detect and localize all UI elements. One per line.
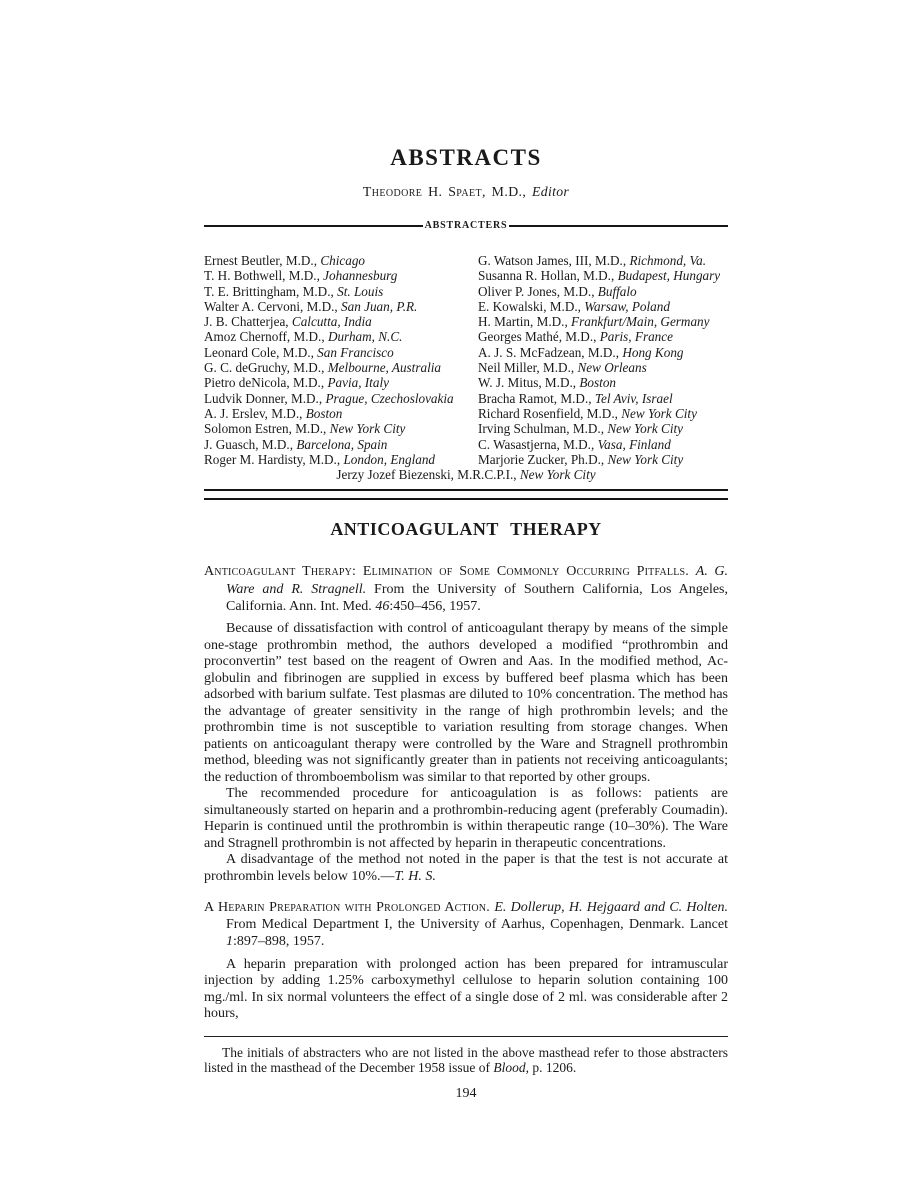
abstracts-container (204, 563, 728, 1022)
abstracter-location: San Juan, P.R. (341, 298, 418, 314)
text-run: Because of dissatisfaction with control of anticoagulant therapy by means of the simple one-stage prothrombin method, the authors developed a modified “prothrombin and proconvertin” test based on the reagent of Owren and Aas. In the modified method, Ac-globulin and fibrinogen are supplied in excess by buffered beef plasma which has been adsorbed with barium sulfate. Test plasmas are diluted to 10% concentration. The method has the advantage of greater sensitivity in the range of high prothrombin levels; and the prothrombin time is not susceptible to variation resulting from storage changes. When patients on anticoagulant therapy were controlled by the Ware and Stragnell prothrombin method, bleeding was not significantly greater than in patients not receiving anticoagulants; the reduction of thromboembolism was similar to that reported by other groups. (204, 621, 728, 785)
abstract-block (204, 563, 728, 885)
text-run: From Medical Department I, the University of Aarhus, Copenhagen, Denmark. Lancet (226, 917, 728, 933)
abstracter-location: San Francisco (317, 344, 394, 360)
abstract-paragraph (204, 786, 728, 852)
abstract-paragraph (204, 852, 728, 885)
abstracter-name: Pietro deNicola, M.D., (204, 375, 328, 391)
abstracter-location: Hong Kong (622, 344, 684, 360)
abstracter-entry (204, 406, 478, 421)
abstracter-location: New York City (607, 451, 684, 467)
abstracter-name: T. E. Brittingham, M.D., (204, 283, 338, 299)
abstracter-entry (204, 421, 478, 436)
abstracter-location: Johannesburg (323, 268, 398, 284)
abstracter-centered (204, 467, 728, 482)
abstracter-entry (204, 452, 478, 467)
abstracter-name: C. Wasastjerna, M.D., (478, 436, 598, 452)
citation-title: Anticoagulant Therapy: Elimination of Some Commonly Occurring Pitfalls. (204, 564, 696, 580)
italic-run: Blood (493, 1060, 526, 1076)
abstracter-name: W. J. Mitus, M.D., (478, 375, 580, 391)
abstracter-entry (478, 253, 728, 268)
text-run: , p. 1206. (525, 1060, 577, 1076)
abstracter-entry (204, 299, 478, 314)
abstracter-location: Warsaw, Poland (584, 298, 670, 314)
abstracter-name: Solomon Estren, M.D., (204, 421, 330, 437)
italic-run: 46 (375, 598, 390, 614)
abstracter-location: London, England (343, 451, 436, 467)
abstracter-entry (204, 253, 478, 268)
abstract-citation (204, 899, 728, 951)
abstracter-location: Paris, France (599, 329, 673, 345)
abstracter-entry (204, 467, 728, 482)
abstracters-rule-label: ABSTRACTERS (424, 220, 508, 231)
page-content (204, 0, 728, 1102)
abstracter-entry (204, 314, 478, 329)
rule-line-right (509, 225, 728, 227)
abstracter-location: Vasa, Finland (597, 436, 671, 452)
abstracter-entry (204, 391, 478, 406)
editor-name: Theodore H. Spaet, M.D., (362, 184, 527, 199)
abstracter-name: G. Watson James, III, M.D., (478, 253, 630, 268)
abstracter-location: New York City (519, 467, 596, 483)
abstracter-name: G. C. deGruchy, M.D., (204, 360, 328, 376)
abstracter-entry (478, 437, 728, 452)
footnote-rule (204, 1036, 728, 1037)
editor-role: Editor (532, 184, 570, 199)
abstracter-name: T. H. Bothwell, M.D., (204, 268, 324, 284)
abstracter-entry (478, 268, 728, 283)
abstracter-entry (204, 329, 478, 344)
abstracter-entry (204, 345, 478, 360)
abstracter-name: Richard Rosenfield, M.D., (478, 405, 622, 421)
footnote-text (204, 1045, 728, 1077)
editor-line (204, 185, 728, 199)
abstracter-entry (478, 345, 728, 360)
text-run: A heparin preparation with prolonged action has been prepared for intramuscular injection by adding 1.25% carboxymethyl cellulose to heparin solution containing 100 mg./ml. In six normal volunteers the effect of a single dose of 2 ml. was considerable after 2 hours, (204, 956, 728, 1022)
abstracters-column-left (204, 253, 478, 467)
abstracter-name: Jerzy Jozef Biezenski, M.R.C.P.I., (336, 467, 520, 483)
abstracter-location: Buffalo (597, 283, 637, 299)
abstracter-location: Prague, Czechoslovakia (325, 390, 454, 406)
abstracter-location: Durham, N.C. (327, 329, 403, 345)
abstracter-name: Marjorie Zucker, Ph.D., (478, 451, 608, 467)
abstracter-name: A. J. Erslev, M.D., (204, 405, 306, 421)
abstracter-location: Frankfurt/Main, Germany (571, 314, 710, 330)
text-run: :450–456, 1957. (389, 598, 481, 614)
abstracter-entry (478, 406, 728, 421)
double-rule (204, 489, 728, 500)
abstracter-entry (478, 360, 728, 375)
abstracter-name: Amoz Chernoff, M.D., (204, 329, 328, 345)
abstracter-entry (478, 452, 728, 467)
abstracter-location: New York City (621, 405, 697, 421)
abstracter-location: Boston (305, 405, 343, 421)
abstracter-name: Leonard Cole, M.D., (204, 344, 318, 360)
abstracter-entry (204, 268, 478, 283)
abstracter-entry (478, 375, 728, 390)
abstracter-entry (478, 314, 728, 329)
abstracters-list (204, 253, 728, 467)
abstracter-entry (204, 437, 478, 452)
italic-run: A. G. Ware and R. Stragnell. (226, 564, 728, 597)
abstracter-entry (478, 391, 728, 406)
abstracter-location: New York City (329, 421, 406, 437)
abstracter-name: Irving Schulman, M.D., (478, 421, 608, 437)
abstracter-location: Richmond, Va. (629, 253, 706, 268)
abstracter-entry (478, 329, 728, 344)
abstracter-name: Roger M. Hardisty, M.D., (204, 451, 344, 467)
abstracter-name: Ernest Beutler, M.D., (204, 253, 321, 268)
text-run: :897–898, 1957. (233, 934, 325, 950)
abstracter-name: Ludvik Donner, M.D., (204, 390, 326, 406)
abstracter-location: New York City (607, 421, 684, 437)
italic-run: 1 (226, 934, 233, 950)
abstract-paragraph (204, 621, 728, 786)
text-run: The initials of abstracters who are not listed in the above masthead refer to those abstracters listed in the masthead of the December 1958 issue of (204, 1044, 728, 1076)
abstracter-entry (204, 360, 478, 375)
abstracter-name: Bracha Ramot, M.D., (478, 390, 595, 406)
abstracter-name: Susanna R. Hollan, M.D., (478, 268, 618, 284)
text-run: The recommended procedure for anticoagulation is as follows: patients are simultaneously started on heparin and a prothrombin-reducing agent (preferably Coumadin). Heparin is continued until the prothrombin is within therapeutic range (10–30%). The Ware and Stragnell prothrombin is not affected by heparin in therapeutic concentrations. (204, 786, 728, 851)
abstracter-location: Pavia, Italy (327, 375, 389, 391)
rule-line-left (204, 225, 423, 227)
italic-run: T. H. S. (394, 868, 436, 884)
abstracter-location: Budapest, Hungary (617, 268, 721, 284)
abstracter-name: A. J. S. McFadzean, M.D., (478, 344, 623, 360)
abstracter-entry (478, 421, 728, 436)
abstracter-location: Chicago (320, 253, 366, 268)
abstract-block (204, 899, 728, 1023)
abstracter-entry (478, 299, 728, 314)
abstracter-location: Calcutta, India (291, 314, 372, 330)
abstracter-entry (204, 284, 478, 299)
citation-title: A Heparin Preparation with Prolonged Action. (204, 900, 495, 916)
abstracter-name: Neil Miller, M.D., (478, 360, 578, 376)
abstracter-location: Barcelona, Spain (296, 436, 388, 452)
abstracter-entry (204, 375, 478, 390)
abstracter-location: Boston (579, 375, 617, 391)
text-run: A disadvantage of the method not noted in the paper is that the test is not accurate at prothrombin levels below 10%.— (204, 852, 728, 884)
abstracter-name: Walter A. Cervoni, M.D., (204, 298, 342, 314)
abstracter-name: Georges Mathé, M.D., (478, 329, 600, 345)
section-title: ANTICOAGULANT THERAPY (330, 519, 602, 540)
abstracter-name: J. Guasch, M.D., (204, 436, 297, 452)
page-title: ABSTRACTS (390, 145, 542, 170)
page-number: 194 (455, 1086, 477, 1102)
italic-run: E. Dollerup, H. Hejgaard and C. Holten. (494, 900, 728, 916)
abstracters-rule (204, 221, 728, 231)
abstracter-location: New Orleans (577, 360, 647, 376)
text-run: From the University of Southern California, Los Angeles, California. Ann. Int. Med. (226, 581, 728, 614)
abstracter-location: Tel Aviv, Israel (594, 390, 673, 406)
abstracter-location: St. Louis (337, 283, 384, 299)
abstracter-name: Oliver P. Jones, M.D., (478, 283, 598, 299)
abstracters-column-right (478, 253, 728, 467)
abstracter-location: Melbourne, Australia (327, 360, 441, 376)
abstracter-entry (478, 284, 728, 299)
abstract-paragraph (204, 957, 728, 1023)
abstracter-name: E. Kowalski, M.D., (478, 298, 585, 314)
abstract-citation (204, 563, 728, 615)
abstracter-name: H. Martin, M.D., (478, 314, 572, 330)
abstracter-name: J. B. Chatterjea, (204, 314, 292, 330)
